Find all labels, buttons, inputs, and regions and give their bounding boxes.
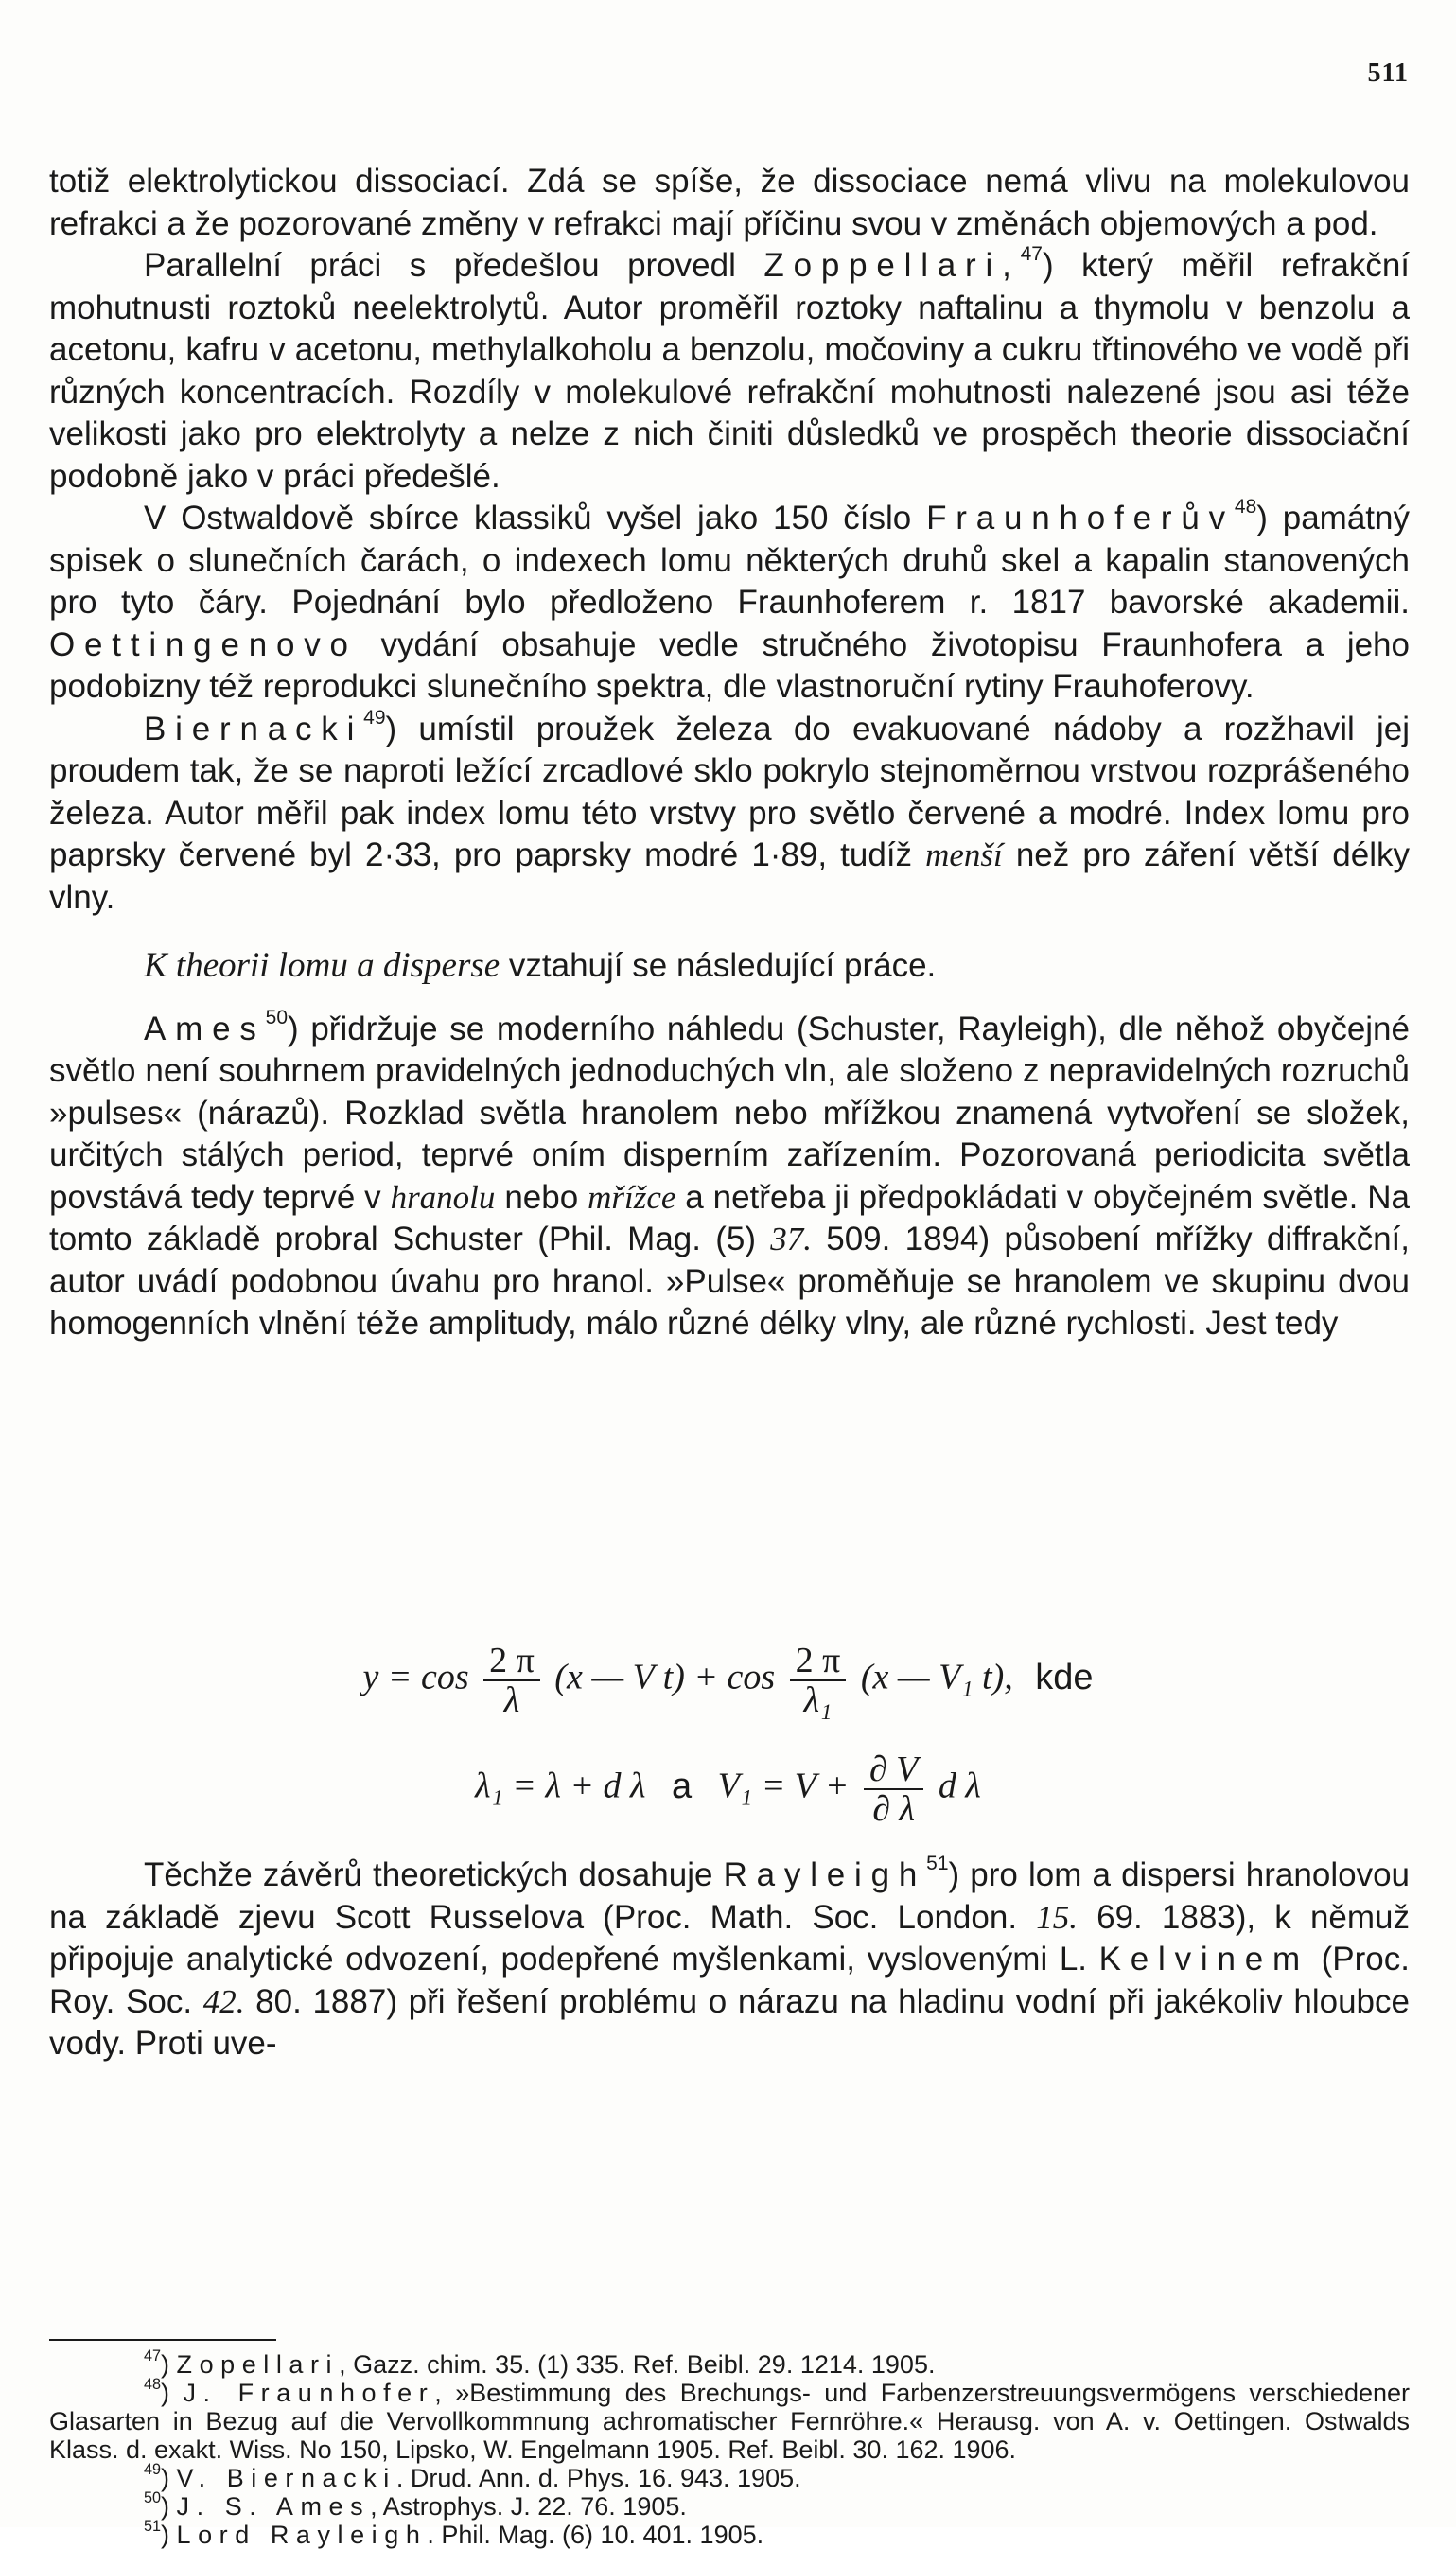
volume-number: 42.	[202, 1982, 245, 2020]
fraction: $\frac{2 \pi}{\text{λ₁}}$	[790, 1642, 847, 1719]
footnote: $^{49}$) V. Biernacki. Drud. Ann. d. Phys. 16. 943. 1905.	[144, 2461, 801, 2492]
author-name: Kelvinem	[1098, 1941, 1309, 1978]
author-name: Biernacki	[144, 710, 364, 747]
emphasis: mřížce	[588, 1178, 676, 1216]
author-name: Fraunhoferův	[926, 500, 1235, 536]
footnotes	[49, 2347, 1410, 2549]
emphasis: menší	[925, 836, 1003, 873]
equation-wavelength: λ₁ = λ + d λ a V₁ = V + $\frac{\partial V}{\partial \lambda}$ d λ	[475, 1749, 981, 1829]
volume-number: 37.	[770, 1221, 812, 1257]
paragraph-biernacki: Biernacki$^{49}$) umístil proužek železa do evakuované nádoby a rozžhavil jej proudem tak, že se naproti ležící zrcadlové sklo pokrylo stejnoměrnou vrstvou rozprášeného železa. Autor měřil pak index lomu této vrstvy pro světlo červené a modré. Index lomu pro paprsky červené byl 2·33, pro paprsky modré 1·89, tudíž menší než pro záření větší délky vlny.	[49, 706, 1410, 916]
author-name: Ames	[144, 1010, 266, 1047]
footnote-ref: 50	[265, 1006, 289, 1028]
footnote-ref: 49	[363, 706, 386, 729]
main-text-lower	[49, 1855, 1410, 2066]
page-number: 511	[1367, 59, 1409, 88]
footnote: $^{47}$) Zopellari, Gazz. chim. 35. (1) 335. Ref. Beibl. 29. 1214. 1905.	[144, 2347, 936, 2379]
paragraph-zoppellari: Parallelní práci s předešlou provedl Zoppellari,$^{47}$) který měřil refrakční mohutnusti roztoků neelektrolytů. Autor proměřil roztoky naftalinu a thymolu v benzolu a acetonu, kafru v acetonu, methylalkoholu a benzolu, močoviny a cukru třtinového ve vodě při různých koncentracích. Rozdíly v molekulové refrakční mohutnosti nalezené jsou asi téže velikosti jako pro elektrolyty a nelze z nich činiti důsledků ve prospěch theorie dissociační podobně jako v práci předešlé.	[49, 243, 1411, 495]
author-name: Oettingenovo	[49, 625, 358, 663]
paragraph-fraunhofer: V Ostwaldově sbírce klassiků vyšel jako 150 číslo Fraunhoferův$^{48}$) památný spisek o slunečních čarách, o indexech lomu některých druhů skel a kapalin stanovených pro tyto čáry. Pojednání bylo předloženo Fraunhoferem r. 1817 bavorské akademii. Oettingenovo vydání obsahuje vedle stručného životopisu Fraunhofera a jeho podobizny též reprodukci slunečního spektra, dle vlastnoruční rytiny Frauhoferovy.	[49, 496, 1410, 705]
section-heading: K theorii lomu a disperse vztahují se následující práce.	[144, 946, 937, 985]
paragraph-dissociation: totiž elektrolytickou dissociací. Zdá se spíše, že dissociace nemá vlivu na molekulovou refrakci a že pozorované změny v refrakci mají příčinu svou v změnách objemových a pod.	[49, 163, 1410, 242]
fraction: $\frac{2 \pi}{\lambda}$	[483, 1642, 540, 1719]
equation-superposition: y = cos $\frac{2 \pi}{\lambda}$ (x — V t) + cos $\frac{2 \pi}{\text{λ₁}}$ (x — V₁ t), kde	[362, 1641, 1094, 1720]
paragraph-ames: Ames$^{50}$) přidržuje se moderního náhledu (Schuster, Rayleigh), dle něhož obyčejné světlo není souhrnem pravidelných jednoduchých vln, ale složeno z nepravidelných rozruchů »pulses« (nárazů). Rozklad světla hranolem nebo mřížkou znamená vytvoření se složek, určitých stálých period, teprvé oním disperním zařízením. Pozorovaná periodicita světla povstává tedy teprvé v hranolu nebo mřížce a netřeba ji předpokládati v obyčejném světle. Na tomto základě probral Schuster (Phil. Mag. (5) 37. 509. 1894) působení mřížky diffrakční, autor uvádí podobnou úvahu pro hranol. »Pulse« proměňuje se hranolem ve skupinu dvou homogenních vlnění téže amplitudy, málo různé délky vlny, ale různé rychlosti. Jest tedy	[49, 1006, 1410, 1342]
fraction: $\frac{\partial V}{\partial \lambda}$	[864, 1750, 924, 1828]
footnote: $^{48}$) J. Fraunhofer, »Bestimmung des Brechungs- und Farbenzerstreuungsvermögens verschiedener Glasarten in Bezug auf die Vervollkommnung achromatischer Fernröhre.« Herausg. von A. v. Oettingen. Ostwalds Klass. d. exakt. Wiss. No 150, Lipsko, W. Engelmann 1905. Ref. Beibl. 30. 162. 1906.	[49, 2376, 1410, 2464]
emphasis: hranolu	[390, 1178, 496, 1216]
main-text-upper	[49, 161, 1410, 1345]
footnote: $^{51}$) Lord Rayleigh. Phil. Mag. (6) 10. 401. 1905.	[144, 2518, 764, 2549]
author-name: Zoppellari,	[763, 247, 1021, 284]
footnote-ref: 51	[926, 1853, 949, 1875]
footnote-divider	[49, 2339, 276, 2341]
footnote-ref: 47	[1020, 243, 1043, 266]
footnote-ref: 48	[1234, 496, 1257, 519]
heading-italic: K theorii lomu a disperse	[144, 946, 500, 985]
paragraph-rayleigh: Těchže závěrů theoretických dosahuje Rayleigh$^{51}$) pro lom a dispersi hranolovou na základě zjevu Scott Russelova (Proc. Math. Soc. London. 15. 69. 1883), k němuž připojuje analytické odvození, podepřené myšlenkami, vyslovenými L. Kelvinem (Proc. Roy. Soc. 42. 80. 1887) při řešení problému o nárazu na hladinu vodní při jakékoliv hloubce vody. Proti uve-	[49, 1853, 1410, 2062]
footnote: $^{50}$) J. S. Ames, Astrophys. J. 22. 76. 1905.	[144, 2489, 687, 2521]
author-name: Rayleigh	[723, 1856, 927, 1893]
volume-number: 15.	[1036, 1898, 1078, 1936]
